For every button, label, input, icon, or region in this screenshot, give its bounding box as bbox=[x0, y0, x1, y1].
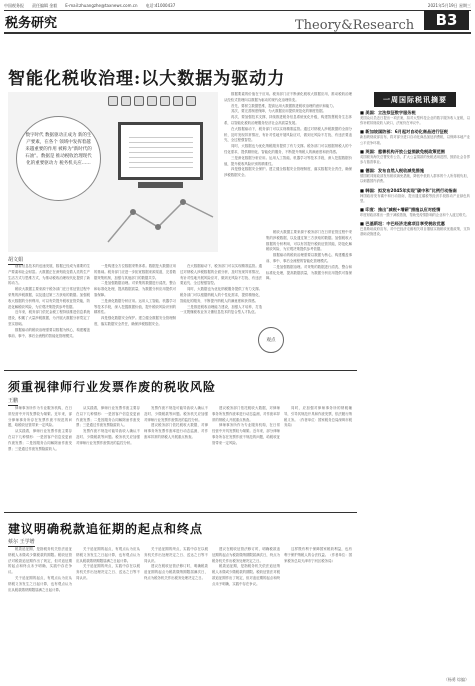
database-icon bbox=[147, 96, 157, 106]
article2-col1: 律师事务所作为专业服务机构，在日常经营中开具发票较为频繁。近年来，部分律师事务所存在发票作废不规范的问题，给税收征管带来一定风险。 从实践看，律师行业发票作废主要存在以下几种情形：一是因客户信息变更而作废发票；二是因服务合同解除而作废发票；三是通过作废发票隐匿收入。 bbox=[8, 406, 72, 451]
divider-1 bbox=[4, 370, 357, 371]
chart-icon bbox=[121, 96, 131, 106]
top-rule bbox=[4, 10, 471, 11]
cloud-icon bbox=[108, 96, 118, 106]
page-number: B3 bbox=[424, 10, 469, 30]
paper-name: 中国税务报 bbox=[4, 3, 24, 8]
article3-byline: 蔡尔 王学增 bbox=[8, 539, 35, 545]
article1-col5: 税收大数据主要来源于税务部门在日常征管过程中采集的涉税数据，以及通过第三方获取的数据。加强税收大数据的分析利用，可以有效提升税收征管效能，防范化解税收风险，为宏观决策提供参考依据。 数据驱动的税收治理需要以数据为核心，构建覆盖事前、事中、事后全流程的智能化管理模式。 二是加强数据治理。对采集的数据进行清洗、整合和标准化处理，提高数据质量，为数据分析应用提供可靠保障。 bbox=[266, 230, 352, 281]
document-icon bbox=[160, 96, 170, 106]
sidebar-news bbox=[360, 92, 470, 658]
computer-stand bbox=[138, 182, 183, 188]
section-title-en: Theory&Research bbox=[295, 18, 415, 33]
article2-col5: 同时，应加强对律师事务所的纳税辅导，引导其规范开具和作废发票，依法履行纳税义务。（作者单位：国家税务总局深圳市税务局） bbox=[284, 406, 352, 428]
sidebar-item: ■ 美国：立法拟征数字服务税 美国众议员近日提出一项法案，拟对大型科技企业的数字服务收入征税，以弥补联邦财政收入缺口，法案仍在审议中。 bbox=[360, 110, 470, 126]
sidebar-item: ■ 德国：发布自然人税收减免措施 德国联邦财政部发布税收减免措施，降低中低收入群体的个人所得税负担，以刺激国内消费。 bbox=[360, 168, 470, 184]
article2-title: 须重视律师行业发票作废的税收风险 bbox=[8, 380, 217, 394]
illustration-caption: 数字时代 数据驱动正成为 新的生产要素，在各个 领域中发挥着越来越重要的作用 被称为"新时代的石油"。数据是 推动税收治理现代化的重要驱动力 税务机关应…… bbox=[16, 116, 101, 201]
sidebar-item: ■ 印度：推出"减税+增薪"措施以应对疫情 印度财政部推出一揽子减税措施，帮助受疫情影响的企业和个人渡过难关。 bbox=[360, 207, 469, 218]
sidebar-title: 一周国际税讯摘要 bbox=[374, 92, 456, 107]
article1-col1: 随着信息技术的迅速发展，数据已经成为重要的生产要素和社会财富。大数据正在深刻改变着人类的生产生活方式与思维方式，为推动税收治理现代化提供了新的动力。 税收大数据主要来源于税务部门在日常征管过程中采集的涉税数据，以及通过第三方获取的数据。加强税收大数据的分析利用，可以有效提升税收征管效能，防范化解税收风险，为宏观决策提供参考依据。 近年来，税务部门依托金税工程持续推进信息系统建设，积累了大量涉税数据，为开展大数据分析奠定了坚实基础。 数据驱动的税收治理需要以数据为核心，构建覆盖事前、事中、事后全流程的智能化管理模式。 bbox=[8, 264, 90, 338]
article1-title: 智能化税收治理:以大数据为驱动力 bbox=[8, 69, 286, 89]
data-flow-graphic bbox=[103, 192, 218, 247]
article2-col3: 发票作废不规范可能导致收入确认不及时、少缴税款等问题。税务机关应加强对律师行业发票作废情况的监控分析。 建议税务部门依托税收大数据，对律师事务所发票作废率进行动态监测，对作废率异常的纳税人开展重点核查。 bbox=[144, 406, 208, 439]
sidebar-item: ■ 韩国：拟发布2045年实现"碳中和"比例行动指南 韩国政府发布碳中和行动指南，提出通过碳税等经济手段推动产业绿色转型。 bbox=[360, 187, 470, 203]
article3-title: 建议明确税款追征期的起点和终点 bbox=[8, 522, 204, 536]
lock-icon bbox=[186, 96, 196, 106]
article1-illustration bbox=[8, 92, 218, 252]
article3-col1: 税款追征期，是指税务机关依法追征纳税人未缴或少缴税款的期限。税收征管法对税款追征期作出了规定，但对追征期的起点和终点未予明确，实践中存在争议。 关于追征期的起点，有观点认为应从纳税义务发生之日起计算，也有观点认为应从税款缴纳期限届满之日起计算。 bbox=[8, 547, 72, 592]
article3-col5: 这样既有利于保障国家税收利益，也有利于保护纳税人的合法权益。（作者单位：国家税务总局天津市宁河区税务局） bbox=[284, 547, 352, 563]
editor-info: 责任编辑 金毅 bbox=[32, 3, 58, 8]
header-rule bbox=[4, 32, 471, 34]
article3-col3: 关于追征期的终点，实践中存在以税务机关作出处理决定之日、送达之日等不同认识。 建议在税收征管法修订时，明确税款追征期的起点为税款缴纳期限届满次日，终点为税务机关作出税务处理决定之日。 bbox=[144, 547, 208, 580]
section-title: 税务研究 bbox=[5, 16, 58, 31]
contact-email: E-mail:zhuangzhe@taxnews.com.cn bbox=[65, 3, 138, 8]
gear-icon bbox=[173, 96, 183, 106]
computer-icon bbox=[118, 122, 203, 180]
divider-2 bbox=[4, 512, 357, 513]
icon-row bbox=[108, 96, 196, 106]
sidebar-item: ■ 巴基斯坦：中巴经济走廊项目享受税收优惠 巴基斯坦政府宣布，对中巴经济走廊相关项目继续实施税收优惠政策，支持基础设施建设。 bbox=[360, 221, 470, 237]
viewpoint-badge: 观点 bbox=[258, 327, 284, 353]
sidebar-item: ■ 英国：慈善机构开放公益捐款免税政策范围 英国税务海关总署发布公告，扩大公益捐款的免税适用范围，鼓励社会各界参与慈善事业。 bbox=[360, 148, 470, 165]
article1-col3: 在大数据驱动下，税务部门可以实现精准监管。通过对纳税人涉税数据的全面分析，及时发现异常情况，有针对性地开展风险应对，做到无风险不打扰、有违法要追究、全过程强智控。 同时，大数据也为优化纳税服务提供了有力支撑。税务部门可以根据纳税人的个性化需求，提供精细化、智能化的服务，不断提升纳税人的满意度和获得感。 三是推进税收治理能力建设，加强人才培养，打造一支既懂税收业务又懂信息技术的复合型人才队伍。 bbox=[180, 264, 262, 315]
article2-col4: 建议税务部门依托税收大数据，对律师事务所发票作废率进行动态监测，对作废率异常的纳税人开展重点核查。 律师事务所作为专业服务机构，在日常经营中开具发票较为频繁。近年来，部分律师事务所存在发票作废不规范的问题，给税收征管带来一定风险。 bbox=[212, 406, 280, 445]
article1-col4: 数据要素的价值在于应用。税务部门应不断深化税收大数据应用，推动税收治理从经验式管理向以数据为驱动的现代化治理转变。 首先，要树立数据思维，提高运用大数据推进税收治理的意识和能力。 其次，要完善制度保障，为大数据应用提供规范化的制度依据。 再次，要加强技术支撑，持续推进税务信息系统优化升级，构建智慧税务生态体系，以智能化税收治理服务经济社会高质量发展。 在大数据驱动下，税务部门可以实现精准监管。通过对纳税人涉税数据的全面分析，及时发现异常情况，有针对性地开展风险应对，做到无风险不打扰、有违法要追究、全过程强智控。 同时，大数据也为优化纳税服务提供了有力支撑。税务部门可以根据纳税人的个性化需求，提供精细化、智能化的服务，不断提升纳税人的满意度和获得感。 三是深化数据分析应用。运用人工智能、机器学习等技术手段，深入挖掘数据价值，提升税收风险识别的精准性。 四是强化数据安全保护。建立健全数据安全管理制度，落实数据安全责任，确保涉税数据安全。 bbox=[224, 92, 352, 178]
article1-col2: 一是构建全方位数据采集体系。数据是大数据应用的基础。税务部门应进一步拓宽数据来源渠道，完善数据采集机制，加强与其他部门的数据共享。 二是加强数据治理。对采集的数据进行清洗、整合和标准化处理，提高数据质量，为数据分析应用提供可靠保障。 三是深化数据分析应用。运用人工智能、机器学习等技术手段，深入挖掘数据价值，提升税收风险识别的精准性。 四是强化数据安全保护。建立健全数据安全管理制度，落实数据安全责任，确保涉税数据安全。 bbox=[94, 264, 176, 326]
article3-col2: 关于追征期的起点，有观点认为应从纳税义务发生之日起计算，也有观点认为应从税款缴纳期限届满之日起计算。 关于追征期的终点，实践中存在以税务机关作出处理决定之日、送达之日等不同认识。 bbox=[76, 547, 140, 580]
issue-date: 2021年5月19日 星期三 bbox=[427, 3, 471, 8]
article1-byline: 胡文娟 bbox=[8, 257, 24, 263]
network-icon bbox=[134, 96, 144, 106]
article2-col2: 从实践看，律师行业发票作废主要存在以下几种情形：一是因客户信息变更而作废发票；二是因服务合同解除而作废发票；三是通过作废发票隐匿收入。 发票作废不规范可能导致收入确认不及时、少缴税款等问题。税务机关应加强对律师行业发票作废情况的监控分析。 bbox=[76, 406, 140, 445]
contact-phone: 电话:41000437 bbox=[145, 3, 176, 8]
article2-byline: 王鹏 bbox=[8, 398, 19, 404]
masthead-bar bbox=[4, 3, 471, 9]
article3-col4: 建议在税收征管法修订时，明确税款追征期的起点为税款缴纳期限届满次日，终点为税务机关作出税务处理决定之日。 税款追征期，是指税务机关依法追征纳税人未缴或少缴税款的期限。税收征管法对税款追征期作出了规定，但对追征期的起点和终点未予明确，实践中存在争议。 bbox=[212, 547, 280, 586]
sidebar-editor: （杨勇 综编） bbox=[443, 677, 469, 682]
sidebar-item: ■ 新加坡国防部：6月起对自动化商品进行征税 新加坡财政部宣布，将对部分进口自动化商品加征消费税，以保障本地产业公平竞争环境。 bbox=[360, 129, 470, 145]
